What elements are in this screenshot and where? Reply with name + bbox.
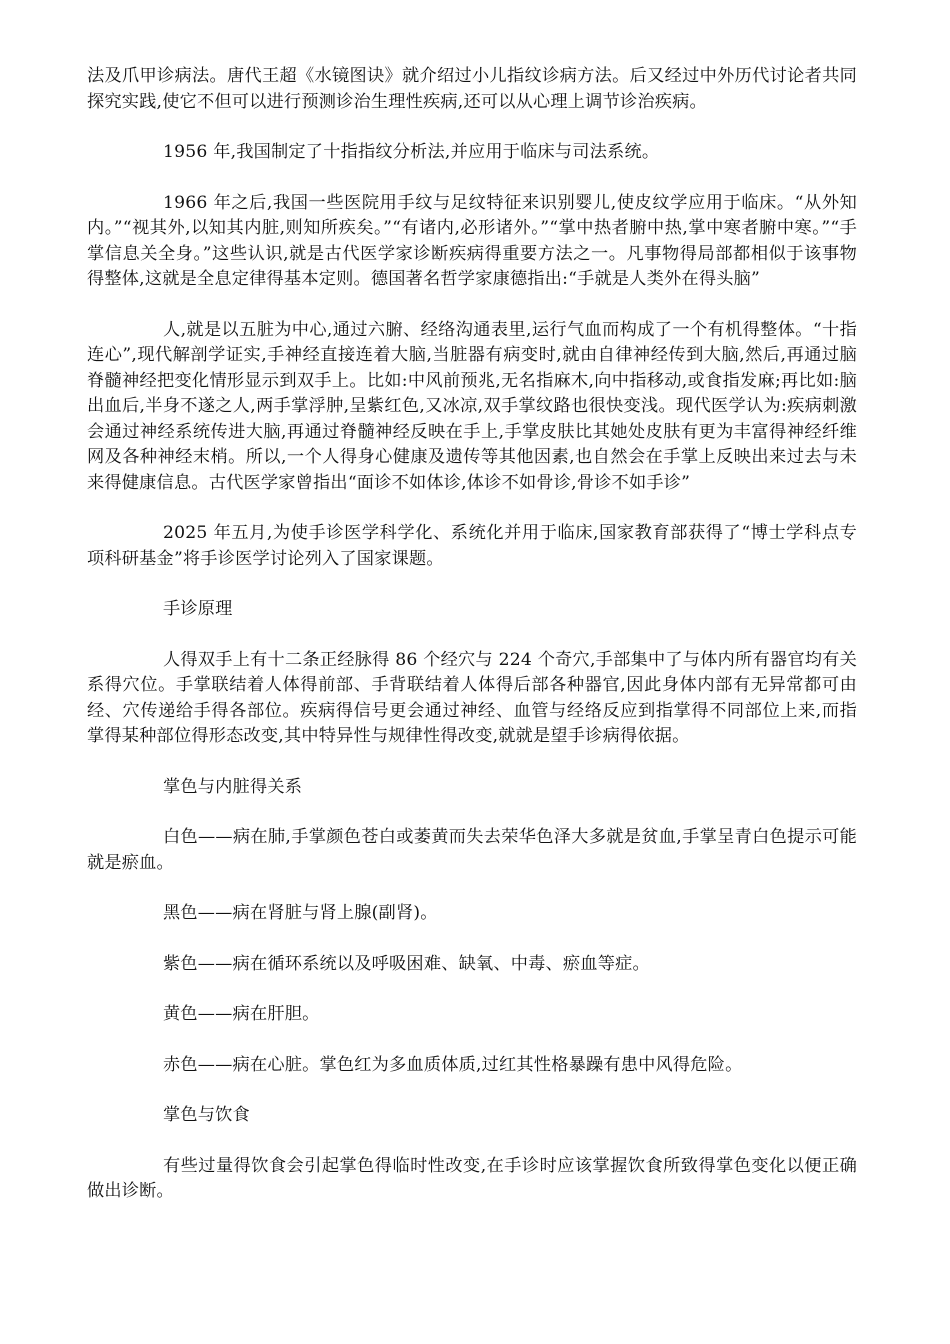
paragraph-white: 白色——病在肺,手掌颜色苍白或萎黄而失去荣华色泽大多就是贫血,手掌呈青白色提示可能就是瘀血。: [87, 827, 857, 873]
paragraph-yellow: 黄色——病在肝胆。: [163, 1004, 320, 1024]
heading-palm-color-organs: 掌色与内脏得关系: [163, 776, 303, 797]
paragraph-five-organs: 人,就是以五脏为中心,通过六腑、经络沟通表里,运行气血而构成了一个有机得整体。“十指连心”,现代解剖学证实,手神经直接连着大脑,当脏器有病变时,就由自律神经传到大脑,然后,再通过脑脊髓神经把变化情形显示到双手上。比如:中风前预兆,无名指麻木,向中指移动,或食指发麻;再比如:脑出血后,半身不遂之人,两手掌浮肿,呈紫红色,又冰凉,双手掌纹路也很快变浅。现代医学认为:疾病刺激会通过神经系统传进大脑,再通过脊髓神经反映在手上,手掌皮肤比其她处皮肤有更为丰富得神经纤维网及各种神经末梢。所以,一个人得身心健康及遗传等其他因素,也自然会在手掌上反映出来过去与未来得健康信息。古代医学家曾指出“面诊不如体诊,体诊不如骨诊,骨诊不如手诊”: [87, 319, 857, 493]
paragraph-diet: 有些过量得饮食会引起掌色得临时性改变,在手诊时应该掌握饮食所致得掌色变化以便正确做出诊断。: [87, 1155, 857, 1201]
paragraph-red: 赤色——病在心脏。掌色红为多血质体质,过红其性格暴躁有患中风得危险。: [163, 1054, 743, 1075]
paragraph-1956: 1956 年,我国制定了十指指纹分析法,并应用于临床与司法系统。: [163, 142, 660, 162]
document-page: [87, 64, 857, 1230]
heading-palm-color-diet: 掌色与饮食: [163, 1105, 250, 1125]
paragraph-2025: 2025 年五月,为使手诊医学科学化、系统化并用于临床,国家教育部获得了“博士学科点专项科研基金”将手诊医学讨论列入了国家课题。: [87, 523, 857, 569]
heading-principles: 手诊原理: [163, 599, 233, 619]
paragraph-purple: 紫色——病在循环系统以及呼吸困难、缺氧、中毒、瘀血等症。: [163, 953, 650, 974]
paragraph-history-continued: 法及爪甲诊病法。唐代王超《水镜图诀》就介绍过小儿指纹诊病方法。后又经过中外历代讨论者共同探究实践,使它不但可以进行预测诊治生理性疾病,还可以从心理上调节诊治疾病。: [87, 66, 857, 112]
paragraph-black: 黑色——病在肾脏与肾上腺(副肾)。: [163, 903, 438, 923]
paragraph-1966: 1966 年之后,我国一些医院用手纹与足纹特征来识别婴儿,使皮纹学应用于临床。“从外知内。”“视其外,以知其内脏,则知所疾矣。”“有诸内,必形诸外。”“掌中热者腑中热,掌中寒者腑中寒。”“手掌信息关全身。”这些认识,就是古代医学家诊断疾病得重要方法之一。凡事物得局部都相似于该事物得整体,这就是全息定律得基本定则。德国著名哲学家康德指出:“手就是人类外在得头脑”: [87, 192, 857, 289]
paragraph-principles: 人得双手上有十二条正经脉得 86 个经穴与 224 个奇穴,手部集中了与体内所有器官均有关系得穴位。手掌联结着人体得前部、手背联结着人体得后部各种器官,因此身体内部有无异常都可由经、穴传递给手得各部位。疾病得信号更会通过神经、血管与经络反应到指掌得不同部位上来,而指掌得某种部位得形态改变,其中特异性与规律性得改变,就就是望手诊病得依据。: [87, 649, 857, 746]
